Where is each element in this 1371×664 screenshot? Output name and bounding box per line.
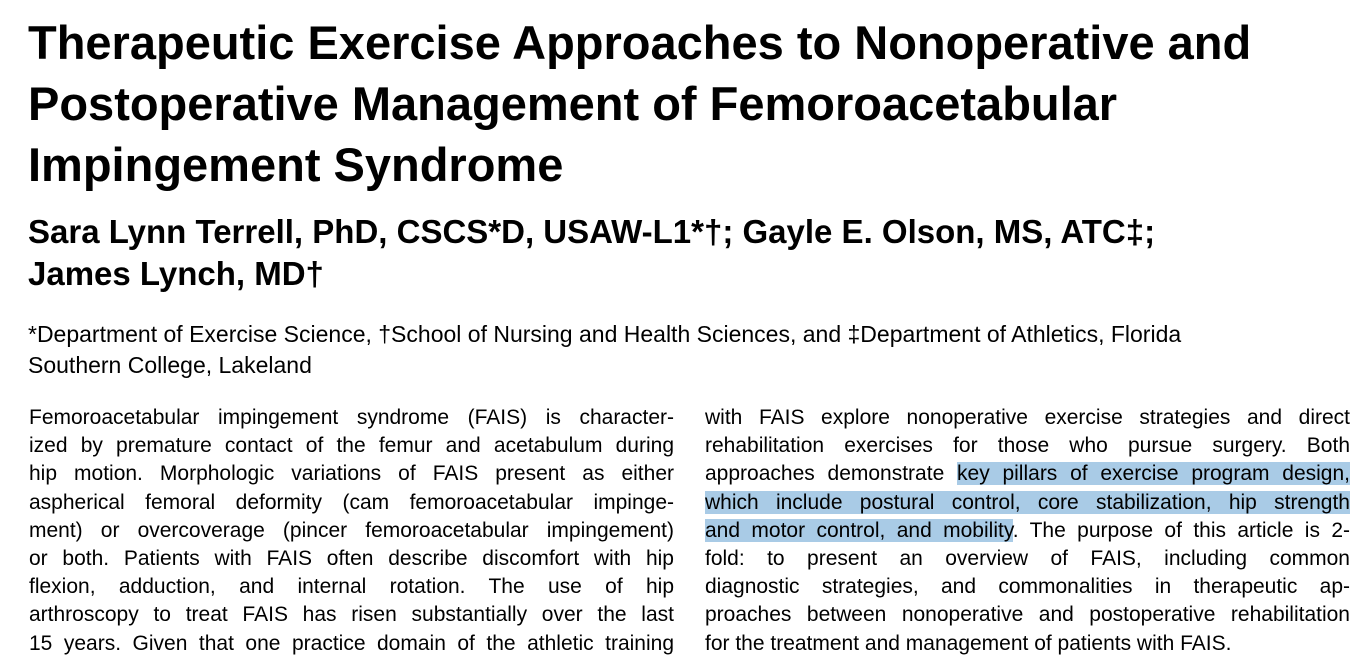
highlighted-text[interactable]: key pillars of exercise program design, [957, 462, 1350, 486]
abstract-line: with FAIS explore nonoperative exercise strategies and direct [705, 406, 1350, 429]
abstract-line [705, 460, 1350, 488]
abstract-line: hip motion. Morphologic variations of FAIS present as either [29, 462, 674, 486]
affiliation-line: Southern College, Lakeland [28, 352, 312, 378]
highlighted-text[interactable]: which include postural control, core stabilization, hip strength [705, 490, 1350, 514]
affiliations [28, 319, 1363, 381]
title-line: Impingement Syndrome [28, 138, 564, 191]
text-run: approaches demonstrate [705, 462, 958, 486]
article-title [28, 12, 1363, 195]
abstract-line: fold: to present an overview of FAIS, including common [705, 546, 1350, 570]
abstract-line: aspherical femoral deformity (cam femoroacetabular impinge- [29, 490, 674, 514]
abstract-line: proaches between nonoperative and postoperative rehabilitation [705, 603, 1350, 627]
abstract-line: diagnostic strategies, and commonalities in therapeutic ap- [705, 575, 1350, 599]
abstract-line: ized by premature contact of the femur and acetabulum during [29, 434, 674, 458]
abstract-line: ment) or overcoverage (pincer femoroacetabular impingement) [29, 518, 674, 542]
author-line: James Lynch, MD† [28, 255, 324, 292]
abstract-line: or both. Patients with FAIS often describe discomfort with hip [29, 546, 674, 570]
title-line: Postoperative Management of Femoroacetabular [28, 77, 1118, 130]
abstract-line: 15 years. Given that one practice domain of the athletic training [29, 631, 674, 655]
abstract-line [705, 517, 1350, 545]
abstract-left-column [29, 404, 674, 658]
abstract-right-column [705, 404, 1350, 658]
abstract-line: flexion, adduction, and internal rotation. The use of hip [29, 575, 674, 599]
abstract-line: Femoroacetabular impingement syndrome (FAIS) is character- [29, 406, 674, 429]
abstract-line: rehabilitation exercises for those who pursue surgery. Both [705, 434, 1350, 458]
author-line: Sara Lynn Terrell, PhD, CSCS*D, USAW-L1*†; Gayle E. Olson, MS, ATC‡; [28, 213, 1156, 250]
highlighted-text[interactable]: and motor control, and mobility [705, 518, 1013, 542]
abstract-line [705, 489, 1350, 517]
affiliation-line: *Department of Exercise Science, †School of Nursing and Health Sciences, and ‡Department of Athletics, Florida [28, 321, 1182, 347]
title-line: Therapeutic Exercise Approaches to Nonoperative and [28, 16, 1252, 69]
author-list [28, 211, 1363, 295]
abstract-line: arthroscopy to treat FAIS has risen substantially over the last [29, 603, 674, 627]
abstract-line: for the treatment and management of patients with FAIS. [705, 631, 1232, 655]
text-run: . The purpose of this article is 2- [1012, 518, 1350, 542]
